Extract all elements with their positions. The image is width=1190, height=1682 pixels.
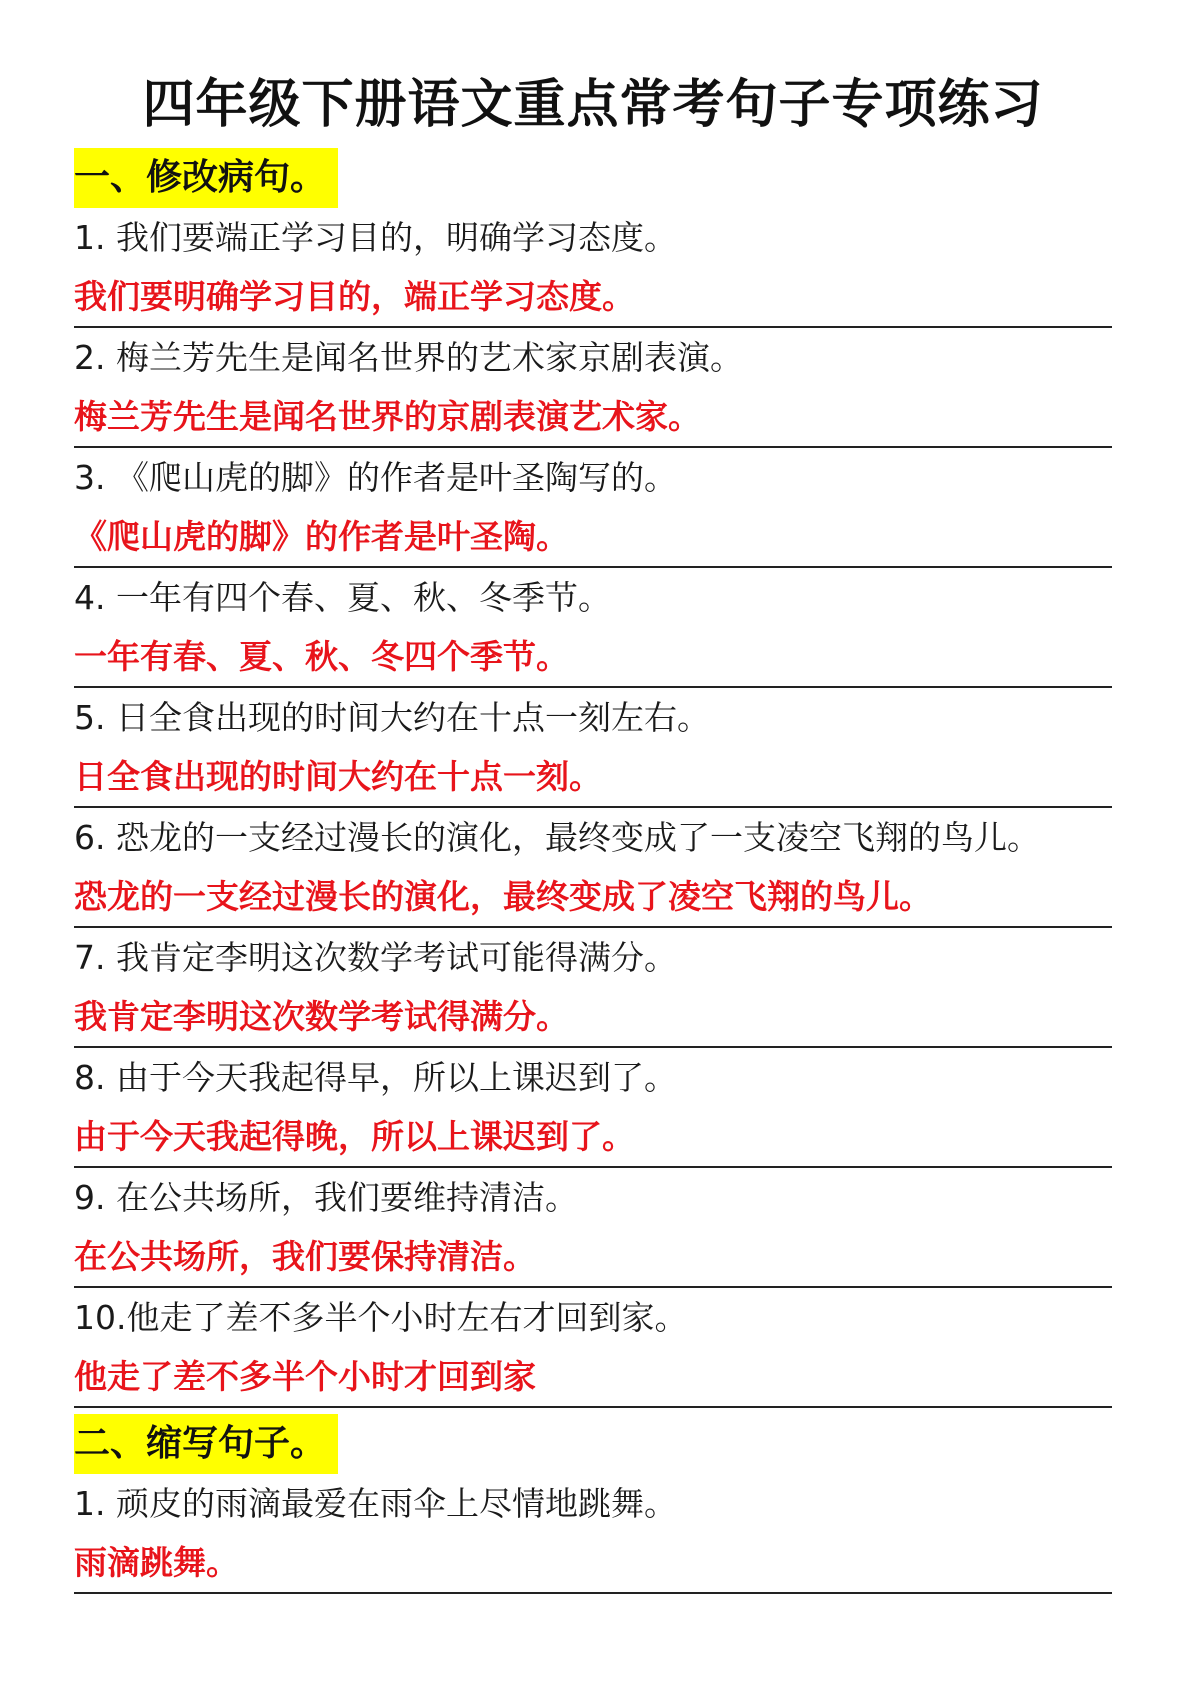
exercise-item (74, 208, 1112, 328)
question-text: 7. 我肯定李明这次数学考试可能得满分。 (74, 938, 677, 977)
question-text: 3. 《爬山虎的脚》的作者是叶圣陶写的。 (74, 458, 677, 497)
question-text: 4. 一年有四个春、夏、秋、冬季节。 (74, 578, 611, 617)
section-heading: 一、修改病句。 (74, 148, 338, 208)
answer-text: 他走了差不多半个小时才回到家 (74, 1348, 1112, 1408)
exercise-item (74, 1048, 1112, 1168)
exercise-item (74, 928, 1112, 1048)
question-text: 9. 在公共场所，我们要维持清洁。 (74, 1178, 578, 1217)
exercise-item (74, 808, 1112, 928)
answer-text: 由于今天我起得晚，所以上课迟到了。 (74, 1108, 1112, 1168)
section-condense-sentences (74, 1408, 1112, 1594)
answer-text: 我肯定李明这次数学考试得满分。 (74, 988, 1112, 1048)
question-text: 1. 我们要端正学习目的，明确学习态度。 (74, 218, 677, 257)
exercise-item (74, 448, 1112, 568)
question-text: 2. 梅兰芳先生是闻名世界的艺术家京剧表演。 (74, 338, 743, 377)
question-text: 1. 顽皮的雨滴最爱在雨伞上尽情地跳舞。 (74, 1484, 677, 1523)
question-text: 6. 恐龙的一支经过漫长的演化，最终变成了一支凌空飞翔的鸟儿。 (74, 818, 1040, 857)
exercise-item (74, 328, 1112, 448)
exercise-item (74, 1288, 1112, 1408)
section-heading: 二、缩写句子。 (74, 1414, 338, 1474)
exercise-item (74, 1168, 1112, 1288)
answer-text: 我们要明确学习目的，端正学习态度。 (74, 268, 1112, 328)
answer-text: 《爬山虎的脚》的作者是叶圣陶。 (74, 508, 1112, 568)
question-text: 10.他走了差不多半个小时左右才回到家。 (74, 1298, 688, 1337)
answer-text: 梅兰芳先生是闻名世界的京剧表演艺术家。 (74, 388, 1112, 448)
section-revise-sentences (74, 140, 1112, 1408)
answer-text: 恐龙的一支经过漫长的演化，最终变成了凌空飞翔的鸟儿。 (74, 868, 1112, 928)
answer-text: 在公共场所，我们要保持清洁。 (74, 1228, 1112, 1288)
question-text: 5. 日全食出现的时间大约在十点一刻左右。 (74, 698, 710, 737)
question-text: 8. 由于今天我起得早，所以上课迟到了。 (74, 1058, 677, 1097)
answer-text: 一年有春、夏、秋、冬四个季节。 (74, 628, 1112, 688)
answer-text: 雨滴跳舞。 (74, 1534, 1112, 1594)
exercise-item (74, 688, 1112, 808)
exercise-item (74, 568, 1112, 688)
answer-text: 日全食出现的时间大约在十点一刻。 (74, 748, 1112, 808)
page-title: 四年级下册语文重点常考句子专项练习 (142, 75, 1044, 135)
exercise-item (74, 1474, 1112, 1594)
